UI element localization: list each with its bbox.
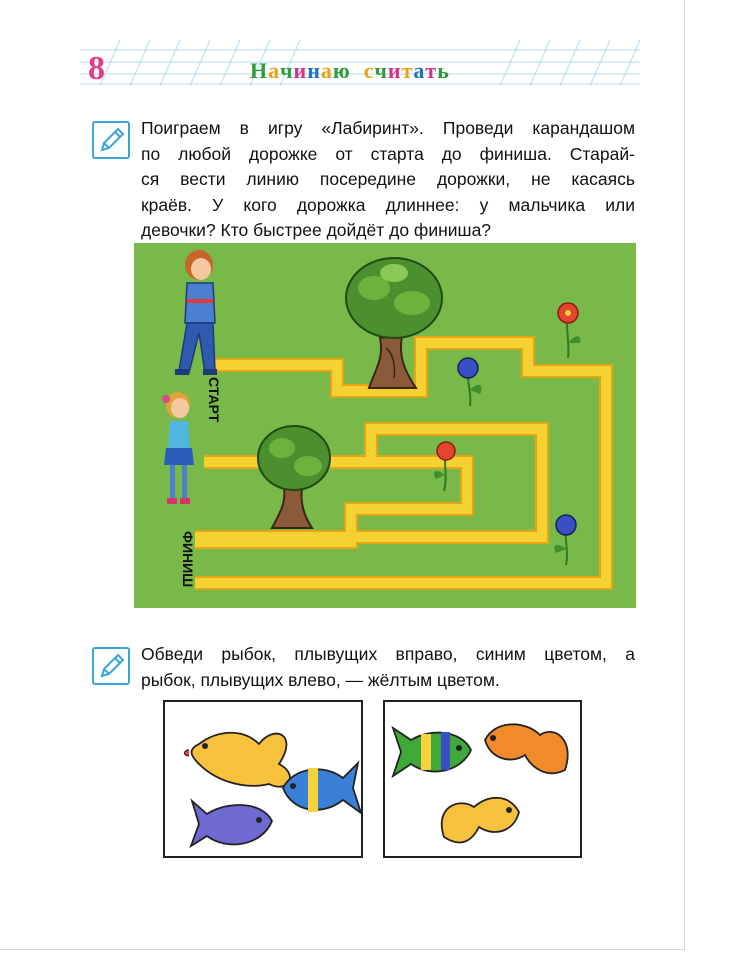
fish-frame-left: [163, 700, 363, 858]
title-letter: а: [268, 58, 281, 83]
pencil-icon: [92, 647, 130, 685]
fish-illustration: [485, 724, 568, 773]
maze-illustration: [134, 243, 636, 608]
title-letter: н: [307, 58, 321, 83]
task2-line: Обведи рыбок, плывущих вправо, синим цветом, а: [141, 644, 635, 664]
task1-line: ся вести линию посередине дорожки, не касаясь: [141, 169, 635, 189]
fish-frame-right: [383, 700, 582, 858]
title-letter: и: [387, 58, 402, 83]
title-letter: а: [413, 58, 426, 83]
pencil-icon: [92, 121, 130, 159]
task1-text: [141, 116, 635, 244]
page-number: 8: [88, 50, 105, 87]
task1-line: девочки? Кто быстрее дойдёт до финиша?: [141, 220, 492, 240]
title-letter: т: [401, 58, 414, 83]
task1-line: краёв. У кого дорожка длиннее: у мальчика или: [141, 194, 635, 215]
page-right-edge: [684, 0, 685, 950]
fish-illustration: [185, 733, 290, 787]
task2-text: [141, 642, 635, 693]
title-letter: ч: [280, 58, 294, 83]
title-letter: а: [320, 58, 333, 83]
task1-line: Поиграем в игру «Лабиринт». Проведи карандашом: [141, 118, 635, 138]
fish-illustration: [191, 801, 272, 846]
title-letter: ь: [437, 58, 450, 83]
fish-illustration: [283, 763, 361, 813]
fish-illustration: [442, 798, 519, 843]
task1-line: по любой дорожке от старта до финиша. Старай-: [141, 143, 635, 164]
task2-line: рыбок, плывущих влево, — жёлтым цветом.: [141, 669, 500, 690]
title-letter: [351, 58, 364, 84]
title-letter: Н: [250, 58, 269, 83]
title-letter: с: [363, 58, 375, 83]
title-letter: ю: [332, 58, 351, 83]
maze-finish-label: ФИНИШ: [180, 531, 196, 588]
title-letter: ч: [374, 58, 388, 83]
page-title: [250, 58, 450, 84]
maze-start-label: СТАРТ: [206, 377, 222, 423]
title-letter: т: [425, 58, 438, 83]
title-letter: и: [293, 58, 308, 83]
fish-illustration: [393, 728, 471, 776]
page-bottom-edge: [0, 949, 685, 950]
